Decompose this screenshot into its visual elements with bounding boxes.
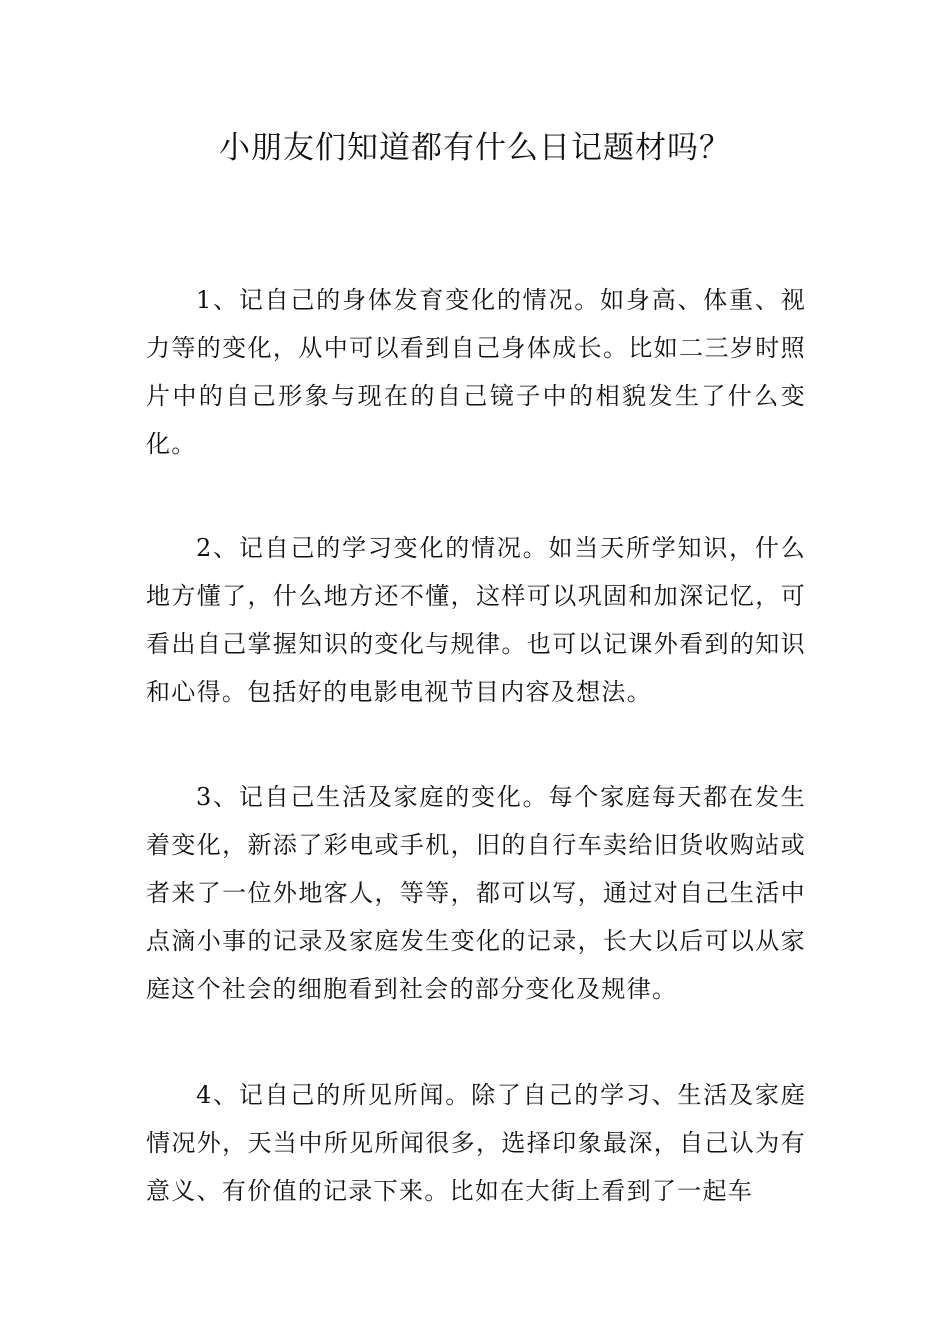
paragraph-1: 1、记自己的身体发育变化的情况。如身高、体重、视力等的变化，从中可以看到自己身体成长。比如二三岁时照片中的自己形象与现在的自己镜子中的相貌发生了什么变化。 — [146, 286, 806, 458]
page-title: 小朋友们知道都有什么日记题材吗？ — [219, 130, 731, 166]
paragraph-3: 3、记自己生活及家庭的变化。每个家庭每天都在发生着变化，新添了彩电或手机，旧的自行车卖给旧货收购站或者来了一位外地客人，等等，都可以写，通过对自己生活中点滴小事的记录及家庭发生变化的记录，长大以后可以从家庭这个社会的细胞看到社会的部分变化及规律。 — [146, 783, 806, 1003]
paragraph-4: 4、记自己的所见所闻。除了自己的学习、生活及家庭情况外，天当中所见所闻很多，选择印象最深，自己认为有意义、有价值的记录下来。比如在大街上看到了一起车 — [146, 1081, 806, 1205]
paragraph-2: 2、记自己的学习变化的情况。如当天所学知识，什么地方懂了，什么地方还不懂，这样可以巩固和加深记忆，可看出自己掌握知识的变化与规律。也可以记课外看到的知识和心得。包括好的电影电视节目内容及想法。 — [146, 534, 806, 706]
